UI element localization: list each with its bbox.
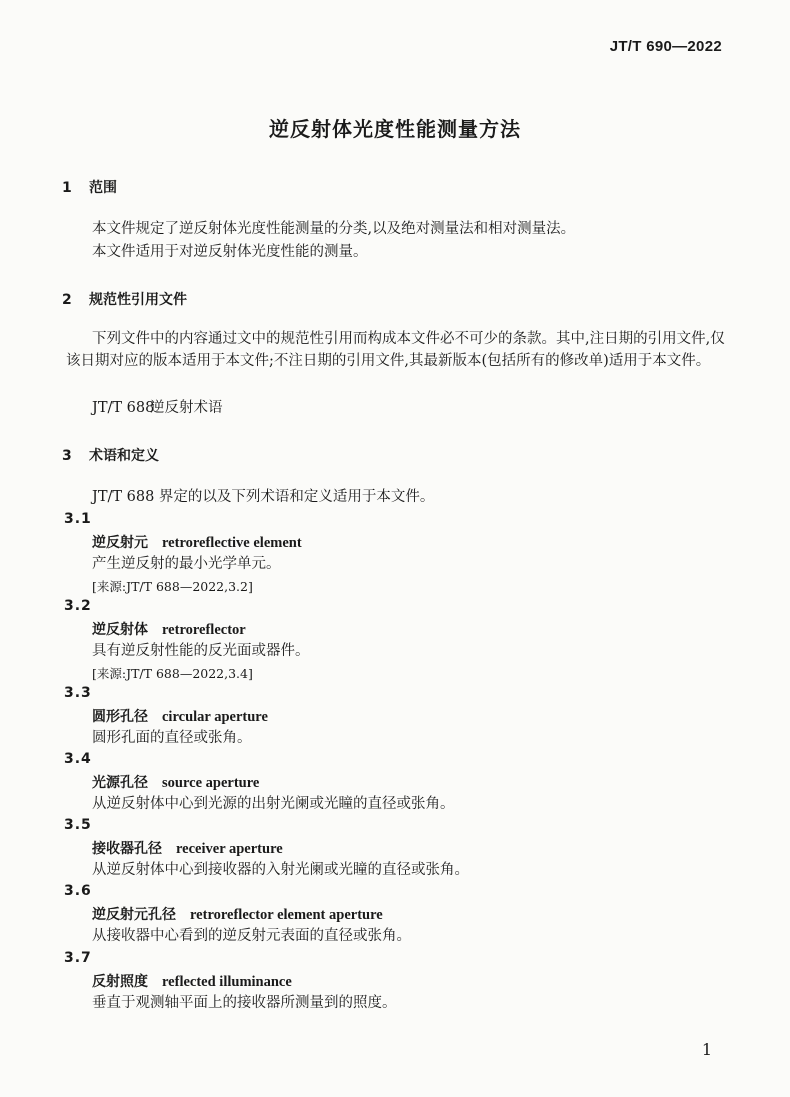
section-title: 术语和定义 (89, 448, 159, 464)
section-heading-2 (62, 289, 187, 309)
reference-name: 逆反射术语 (150, 400, 223, 416)
term-definition: 圆形孔面的直径或张角。 (92, 730, 252, 746)
reference-code: JT/T 688 (92, 400, 155, 416)
term-source: [来源:JT/T 688—2022,3.4] (92, 666, 253, 681)
term-number: 3.2 (64, 598, 92, 614)
term-definition: 从逆反射体中心到接收器的入射光阑或光瞳的直径或张角。 (92, 862, 469, 878)
term-number: 3.5 (64, 817, 92, 833)
term-zh: 接收器孔径 (92, 841, 162, 857)
term-number: 3.1 (64, 511, 92, 527)
term-zh: 逆反射元 (92, 535, 148, 551)
paragraph: 本文件适用于对逆反射体光度性能的测量。 (92, 244, 368, 260)
paragraph: 本文件规定了逆反射体光度性能测量的分类,以及绝对测量法和相对测量法。 (92, 221, 576, 237)
term-definition: 垂直于观测轴平面上的接收器所测量到的照度。 (92, 995, 397, 1011)
term-zh: 逆反射体 (92, 622, 148, 638)
term-heading (92, 971, 292, 991)
section-number: 2 (62, 292, 72, 308)
term-heading (92, 838, 283, 858)
term-heading (92, 706, 268, 726)
term-heading (92, 772, 259, 792)
term-definition: 从接收器中心看到的逆反射元表面的直径或张角。 (92, 928, 411, 944)
term-heading (92, 619, 246, 639)
term-definition: 从逆反射体中心到光源的出射光阑或光瞳的直径或张角。 (92, 796, 455, 812)
section-heading-1 (62, 177, 117, 197)
term-heading (92, 904, 383, 924)
term-zh: 反射照度 (92, 974, 148, 990)
term-en: source aperture (162, 775, 260, 791)
term-zh: 逆反射元孔径 (92, 907, 176, 923)
standard-code: JT/T 690—2022 (609, 38, 722, 55)
term-zh: 光源孔径 (92, 775, 148, 791)
term-en: retroreflective element (162, 535, 302, 551)
term-en: retroreflector (162, 622, 246, 638)
document-title: 逆反射体光度性能测量方法 (269, 117, 521, 141)
term-zh: 圆形孔径 (92, 709, 148, 725)
term-definition: 具有逆反射性能的反光面或器件。 (92, 643, 310, 659)
term-en: receiver aperture (176, 841, 283, 857)
term-en: reflected illuminance (162, 974, 292, 990)
term-number: 3.3 (64, 685, 92, 701)
section-heading-3 (62, 445, 159, 465)
term-number: 3.6 (64, 883, 92, 899)
term-source: [来源:JT/T 688—2022,3.2] (92, 579, 253, 594)
term-en: circular aperture (162, 709, 268, 725)
section-number: 3 (62, 448, 72, 464)
term-number: 3.4 (64, 751, 92, 767)
term-definition: 产生逆反射的最小光学单元。 (92, 556, 281, 572)
paragraph: 下列文件中的内容通过文中的规范性引用而构成本文件必不可少的条款。其中,注日期的引用文件,仅该日期对应的版本适用于本文件;不注日期的引用文件,其最新版本(包括所有的修改单)适用于本文件。 (66, 331, 725, 369)
section-number: 1 (62, 180, 72, 196)
term-heading (92, 532, 302, 552)
page-number: 1 (701, 1040, 712, 1059)
term-number: 3.7 (64, 950, 92, 966)
normative-reference (92, 397, 223, 419)
paragraph: JT/T 688 界定的以及下列术语和定义适用于本文件。 (92, 489, 435, 505)
term-en: retroreflector element aperture (190, 907, 383, 923)
section-title: 范围 (89, 180, 117, 196)
section-title: 规范性引用文件 (89, 292, 187, 308)
